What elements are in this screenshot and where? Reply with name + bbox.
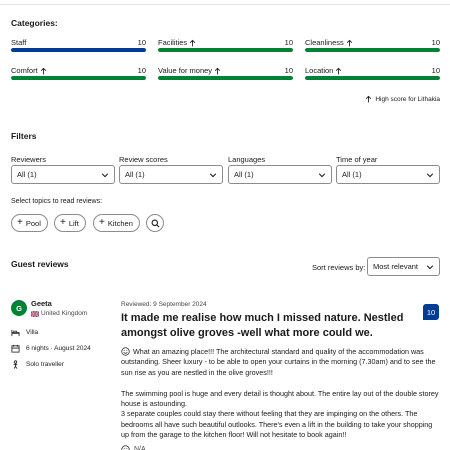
uk-flag-icon <box>31 311 39 317</box>
time-of-year-label: Time of year <box>336 155 378 164</box>
category-label: Value for money <box>158 66 221 75</box>
category-bar <box>158 76 293 80</box>
filters-title: Filters <box>11 131 37 141</box>
category-label: Staff <box>11 38 27 47</box>
languages-label: Languages <box>228 155 266 164</box>
review-negative: N/A <box>134 446 146 450</box>
review-date: Reviewed: 9 September 2024 <box>121 301 207 308</box>
review-paragraph: The swimming pool is huge and every detail is thought about. The entire lay out of the double storey house is astounding. <box>121 388 439 409</box>
topics-label: Select topics to read reviews: <box>11 198 103 205</box>
reviewers-label: Reviewers <box>11 155 47 164</box>
chip-label: Kitchen <box>107 218 133 228</box>
topic-search-button[interactable] <box>146 214 164 232</box>
reviewer-name: Geeta <box>31 299 52 308</box>
select-value: All (1) <box>125 170 145 179</box>
category-label: Location <box>305 66 342 75</box>
arrow-up-icon <box>346 39 353 47</box>
review-paragraph: 3 separate couples could stay there without feeling that they are impinging on the others. The bedrooms all have such beautiful outlooks. There's even a lift in the building to take your shopping up from the garage to the kitchen floor! Will not hesitate to book again!! <box>121 409 433 440</box>
category-score: 10 <box>431 38 440 47</box>
review-paragraph: What an amazing place!!! The architectural standard and quality of the accommodation was outstanding. Sheer luxury - to be able to open your curtains in the morning (7.30am) and to see the sun rise as you are nestled in the olive groves!!! <box>121 347 436 377</box>
traveller-type <box>11 360 64 369</box>
languages-select[interactable] <box>228 165 332 184</box>
chevron-down-icon <box>426 171 434 179</box>
room-type <box>11 328 38 337</box>
stay-text: 6 nights · August 2024 <box>26 345 91 352</box>
category-bar-fill <box>305 76 440 80</box>
room-text: Villa <box>26 329 39 336</box>
category-bar <box>305 48 440 52</box>
category-bar-fill <box>11 76 146 80</box>
review-scores-label: Review scores <box>119 155 168 164</box>
category-location <box>305 66 440 80</box>
category-label: Comfort <box>11 66 47 75</box>
select-value: All (1) <box>342 170 362 179</box>
review-score-badge: 10 <box>423 304 439 320</box>
review-body <box>121 347 441 441</box>
chevron-down-icon <box>426 263 434 271</box>
sort-select[interactable] <box>367 257 440 276</box>
category-bar-fill <box>11 48 146 52</box>
top-divider <box>0 4 450 5</box>
arrow-up-icon <box>335 67 342 75</box>
sort-label: Sort reviews by: <box>312 263 366 272</box>
category-bar <box>11 76 146 80</box>
chip-label: Lift <box>68 218 79 228</box>
guest-reviews-title: Guest reviews <box>11 259 69 269</box>
category-comfort <box>11 66 146 80</box>
avatar: G <box>11 300 27 316</box>
category-bar <box>305 76 440 80</box>
select-value: All (1) <box>17 170 37 179</box>
review-scores-select[interactable] <box>119 165 223 184</box>
select-value: All (1) <box>234 170 254 179</box>
topic-chip-lift[interactable] <box>54 214 86 232</box>
category-score: 10 <box>137 66 146 75</box>
category-staff <box>11 38 146 52</box>
arrow-up-icon <box>189 39 196 47</box>
category-bar-fill <box>158 48 293 52</box>
chevron-down-icon <box>209 171 217 179</box>
category-label: Cleanliness <box>305 38 353 47</box>
person-icon <box>11 360 20 369</box>
category-label: Facilities <box>158 38 196 47</box>
calendar-icon <box>11 344 20 353</box>
review-title: It made me realise how much I missed nature. Nestled amongst olive groves -well what more could we. <box>121 312 404 339</box>
category-bar-fill <box>158 76 293 80</box>
topic-chip-pool[interactable] <box>11 214 48 232</box>
select-value: Most relevant <box>373 262 419 271</box>
plus-icon: + <box>99 217 105 228</box>
chevron-down-icon <box>101 171 109 179</box>
category-score: 10 <box>284 66 293 75</box>
arrow-up-icon <box>365 95 372 103</box>
arrow-up-icon <box>40 67 47 75</box>
category-value-for-money <box>158 66 293 80</box>
category-cleanliness <box>305 38 440 52</box>
high-score-text: High score for Lithakia <box>375 95 440 103</box>
category-bar <box>11 48 146 52</box>
bed-icon <box>11 328 20 337</box>
reviewer-country <box>31 310 87 317</box>
category-facilities <box>158 38 293 52</box>
arrow-up-icon <box>214 67 221 75</box>
category-score: 10 <box>431 66 440 75</box>
stay-dates <box>11 344 91 353</box>
chevron-down-icon <box>318 171 326 179</box>
chip-label: Pool <box>25 218 41 228</box>
country-text: United Kingdom <box>41 310 88 317</box>
topic-chip-kitchen[interactable] <box>93 214 140 232</box>
frown-icon <box>121 445 130 450</box>
traveller-text: Solo traveller <box>26 361 64 368</box>
category-score: 10 <box>137 38 146 47</box>
category-bar <box>158 48 293 52</box>
categories-title: Categories: <box>11 18 58 28</box>
category-score: 10 <box>284 38 293 47</box>
reviewers-select[interactable] <box>11 165 115 184</box>
category-bar-fill <box>305 48 440 52</box>
plus-icon: + <box>17 217 23 228</box>
plus-icon: + <box>60 217 66 228</box>
high-score-note <box>365 95 440 103</box>
time-of-year-select[interactable] <box>336 165 440 184</box>
search-icon <box>151 219 160 228</box>
